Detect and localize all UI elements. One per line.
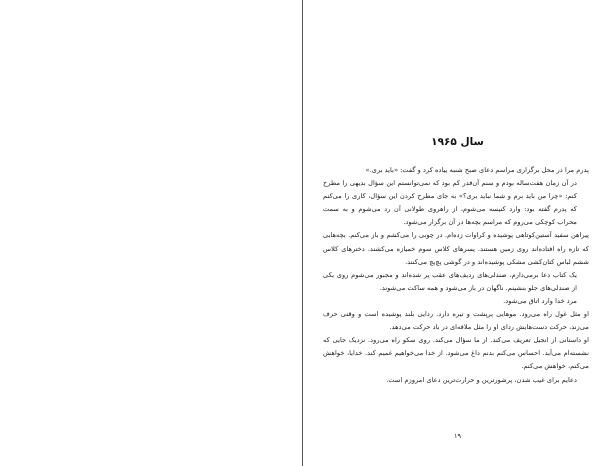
paragraph: پدرم مرا در محل برگزاری مراسم دعای صبح شنبه پیاده کرد و گفت: «باید بری.» [365, 166, 589, 174]
paragraph: دعایم برای غیب شدن، پرشورترین و حرارت‌ترین دعای امروزم است. [386, 375, 577, 384]
gutter-line [302, 0, 303, 466]
paragraph: پیراهن سفید آستین‌کوتاهی پوشیده و کراوات زده‌ام. در چوبی را می‌کشم و باز می‌کنم. بچه‌هایی که تازه راه افتاده‌اند روی زمین هستند. پسرهای کلاس سوم خمیازه می‌کشند. دخترهای کلاس ششم لباس کتان‌کشی مشکی پوشیده‌اند و در گوشی پچ‌پچ می‌کنند. [323, 231, 589, 266]
paragraph: مرد خدا وارد اتاق می‌شود. [503, 296, 577, 305]
paragraph: یک کتاب دعا برمی‌دارم، صندلی‌های ردیف‌های عقب پر شده‌اند و مجبور می‌شوم روی یکی از صندلی‌های جلو بنشینم. ناگهان در باز می‌شود و همه ساکت می‌شوند. [323, 270, 577, 292]
right-page [305, 0, 610, 466]
left-page [0, 0, 302, 466]
chapter-body [323, 164, 589, 387]
paragraph: او داستانی از انجیل تعریف می‌کند. از ما سؤال می‌کند. روی سکو راه می‌رود. نزدیک جایی که نشسته‌ام می‌آید. احساس می‌کنم بدنم داغ می‌شود. از خدا می‌خواهیم غمیم کند. خدایا، خواهش می‌کنم، خواهش می‌کنم. [323, 336, 589, 371]
page-number: ۱۹ [454, 432, 461, 440]
paragraph: در آن زمان هفت‌ساله بودم و سنم آن‌قدر کم بود که نمی‌توانستم این سؤال بدیهی را مطرح کنم: «چرا من باید برم و شما نباید بری؟» به جای مطرح کردن این سؤال، کاری را می‌کنم که پدرم گفته بود: وارد کنیسه می‌شوم، از راهروی طولانی آن رد می‌شوم و به سمت محراب کوچکی می‌روم که مراسم بچه‌ها در آن برگزار می‌شود. [323, 179, 577, 227]
paragraph: او مثل غول راه می‌رود. موهایی پرپشت و تیره دارد. ردایی بلند پوشیده است و وقتی حرف می‌زند، حرکت دست‌هایش ردای او را مثل ملافه‌ای در باد حرکت می‌دهد. [323, 310, 589, 332]
chapter-title: سال ۱۹۶۵ [431, 136, 484, 148]
